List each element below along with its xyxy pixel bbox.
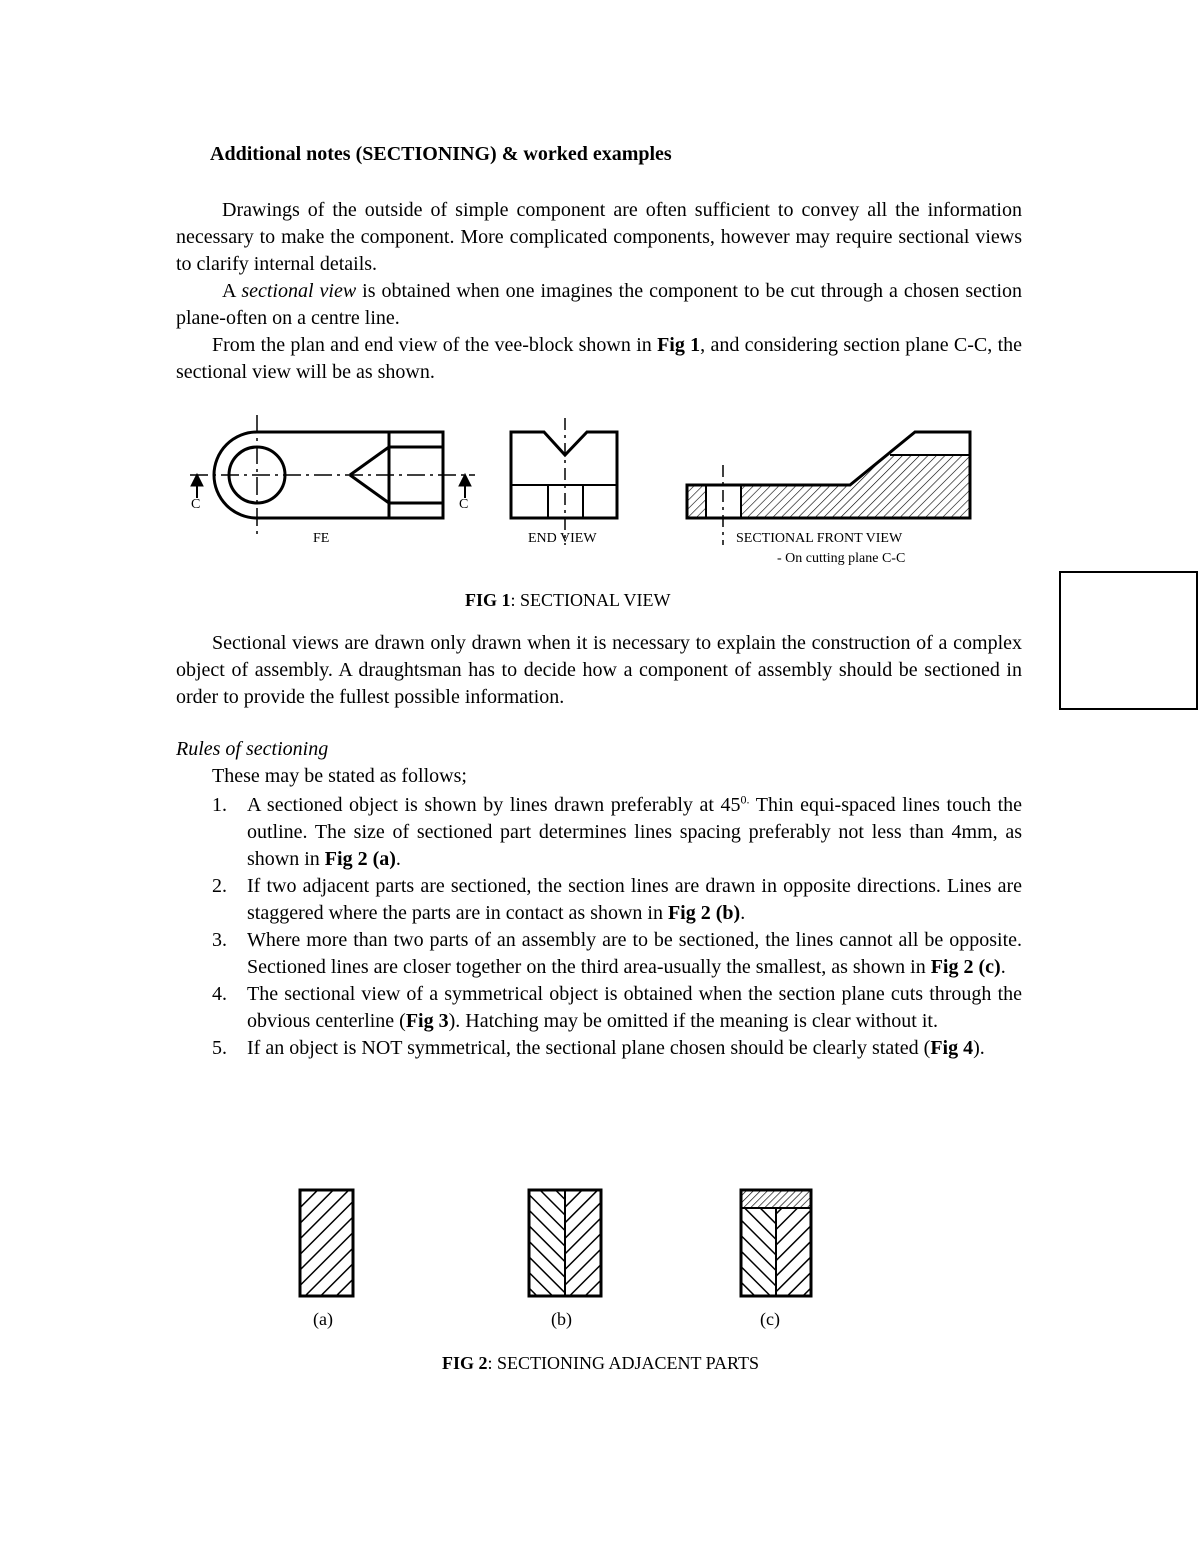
rule-number: 4. bbox=[212, 983, 227, 1005]
p3-bold: Fig 1 bbox=[657, 334, 701, 356]
rule-item bbox=[212, 792, 1022, 873]
rule-text-c: ). Hatching may be omitted if the meaning is clear without it. bbox=[448, 1010, 938, 1032]
rule-number: 5. bbox=[212, 1037, 227, 1059]
sectional-front-view bbox=[687, 432, 970, 545]
sectional-views-paragraph: Sectional views are drawn only drawn when it is necessary to explain the construction of a complex object of assembly. A draughtsman has to decide how a component of assembly should be sectioned in order to provide the fullest possible information. bbox=[176, 632, 1022, 708]
label-sectional-front-view: SECTIONAL FRONT VIEW bbox=[736, 531, 903, 546]
rule-text: If an object is NOT symmetrical, the sectional plane chosen should be clearly stated ( bbox=[247, 1037, 931, 1059]
rule-number: 2. bbox=[212, 875, 227, 897]
rule-text-c: ). bbox=[973, 1037, 985, 1059]
fig2-label-b: (b) bbox=[551, 1309, 572, 1329]
fig2-label-c: (c) bbox=[760, 1309, 780, 1329]
rules-heading: Rules of sectioning bbox=[176, 738, 329, 760]
end-view bbox=[511, 418, 617, 545]
rule-number: 3. bbox=[212, 929, 227, 951]
page-title: Additional notes (SECTIONING) & worked examples bbox=[210, 143, 672, 165]
rule-text-c: . bbox=[395, 848, 401, 870]
rule-item bbox=[212, 981, 1022, 1035]
rule-number: 1. bbox=[212, 794, 227, 816]
label-c-right: C bbox=[459, 497, 469, 512]
rule-text: Where more than two parts of an assembly are to be sectioned, the lines cannot all be opposite. Sectioned lines are closer together on the third area-usually the smallest, as shown in bbox=[247, 929, 1022, 978]
label-end-view: END VIEW bbox=[528, 531, 597, 546]
rule-text: If two adjacent parts are sectioned, the section lines are drawn in opposite directions. Lines are staggered where the parts are in contact as shown in bbox=[247, 875, 1022, 924]
rule-bold: Fig 2 (a) bbox=[324, 848, 396, 870]
fig2c-three-parts bbox=[741, 1190, 811, 1296]
fig2-label-a: (a) bbox=[313, 1309, 333, 1329]
rule-text-b: Thin equi-spaced lines touch the outline. The size of sectioned part determines lines spacing preferably not less than 4mm, as shown in bbox=[247, 794, 1023, 870]
p2-after: is obtained when one imagines the component to be cut through a chosen section plane-often on a centre line. bbox=[176, 280, 1022, 329]
label-fe: FE bbox=[313, 531, 330, 546]
rule-text-c: . bbox=[1000, 956, 1006, 978]
p3-before: From the plan and end view of the vee-block shown in bbox=[212, 334, 658, 356]
fig2-caption-rest: : SECTIONING ADJACENT PARTS bbox=[487, 1353, 759, 1373]
label-c-left: C bbox=[191, 497, 201, 512]
intro-paragraph: Drawings of the outside of simple component are often sufficient to convey all the information necessary to make the component. More complicated components, however may require sectional views to clarify internal details. bbox=[176, 199, 1022, 275]
rule-item bbox=[212, 873, 1022, 927]
rule-sup: 0. bbox=[740, 792, 750, 807]
fig2-caption bbox=[442, 1353, 759, 1374]
fig1-drawing bbox=[0, 0, 1200, 600]
rule-text: A sectioned object is shown by lines drawn preferably at 45 bbox=[247, 794, 741, 816]
rule-text-c: . bbox=[740, 902, 746, 924]
rule-text: The sectional view of a symmetrical object is obtained when the section plane cuts through the obvious centerline ( bbox=[247, 983, 1022, 1032]
p2-before: A bbox=[222, 280, 242, 302]
fig2a-single-part bbox=[300, 1190, 353, 1296]
fig1-caption bbox=[465, 590, 671, 611]
fig2-caption-bold: FIG 2 bbox=[442, 1353, 488, 1373]
fig2b-two-parts bbox=[529, 1190, 601, 1296]
rule-bold: Fig 4 bbox=[930, 1037, 974, 1059]
rule-bold: Fig 2 (b) bbox=[667, 902, 741, 924]
rule-bold: Fig 3 bbox=[405, 1010, 449, 1032]
fig1-caption-bold: FIG 1 bbox=[465, 590, 511, 610]
label-cutting-plane: - On cutting plane C-C bbox=[777, 551, 906, 566]
rule-item bbox=[212, 927, 1022, 981]
cutting-plane-arrows bbox=[191, 474, 471, 498]
p3-after: , and considering section plane C-C, the sectional view will be as shown. bbox=[176, 334, 1023, 383]
rules-intro: These may be stated as follows; bbox=[212, 765, 467, 787]
fig1-caption-rest: : SECTIONAL VIEW bbox=[510, 590, 671, 610]
p2-italic: sectional view bbox=[241, 280, 357, 302]
fig2-drawing bbox=[0, 1180, 1200, 1320]
rule-bold: Fig 2 (c) bbox=[930, 956, 1001, 978]
rules-list bbox=[212, 792, 1022, 1062]
rule-item bbox=[212, 1035, 1022, 1062]
side-box bbox=[1059, 571, 1198, 710]
